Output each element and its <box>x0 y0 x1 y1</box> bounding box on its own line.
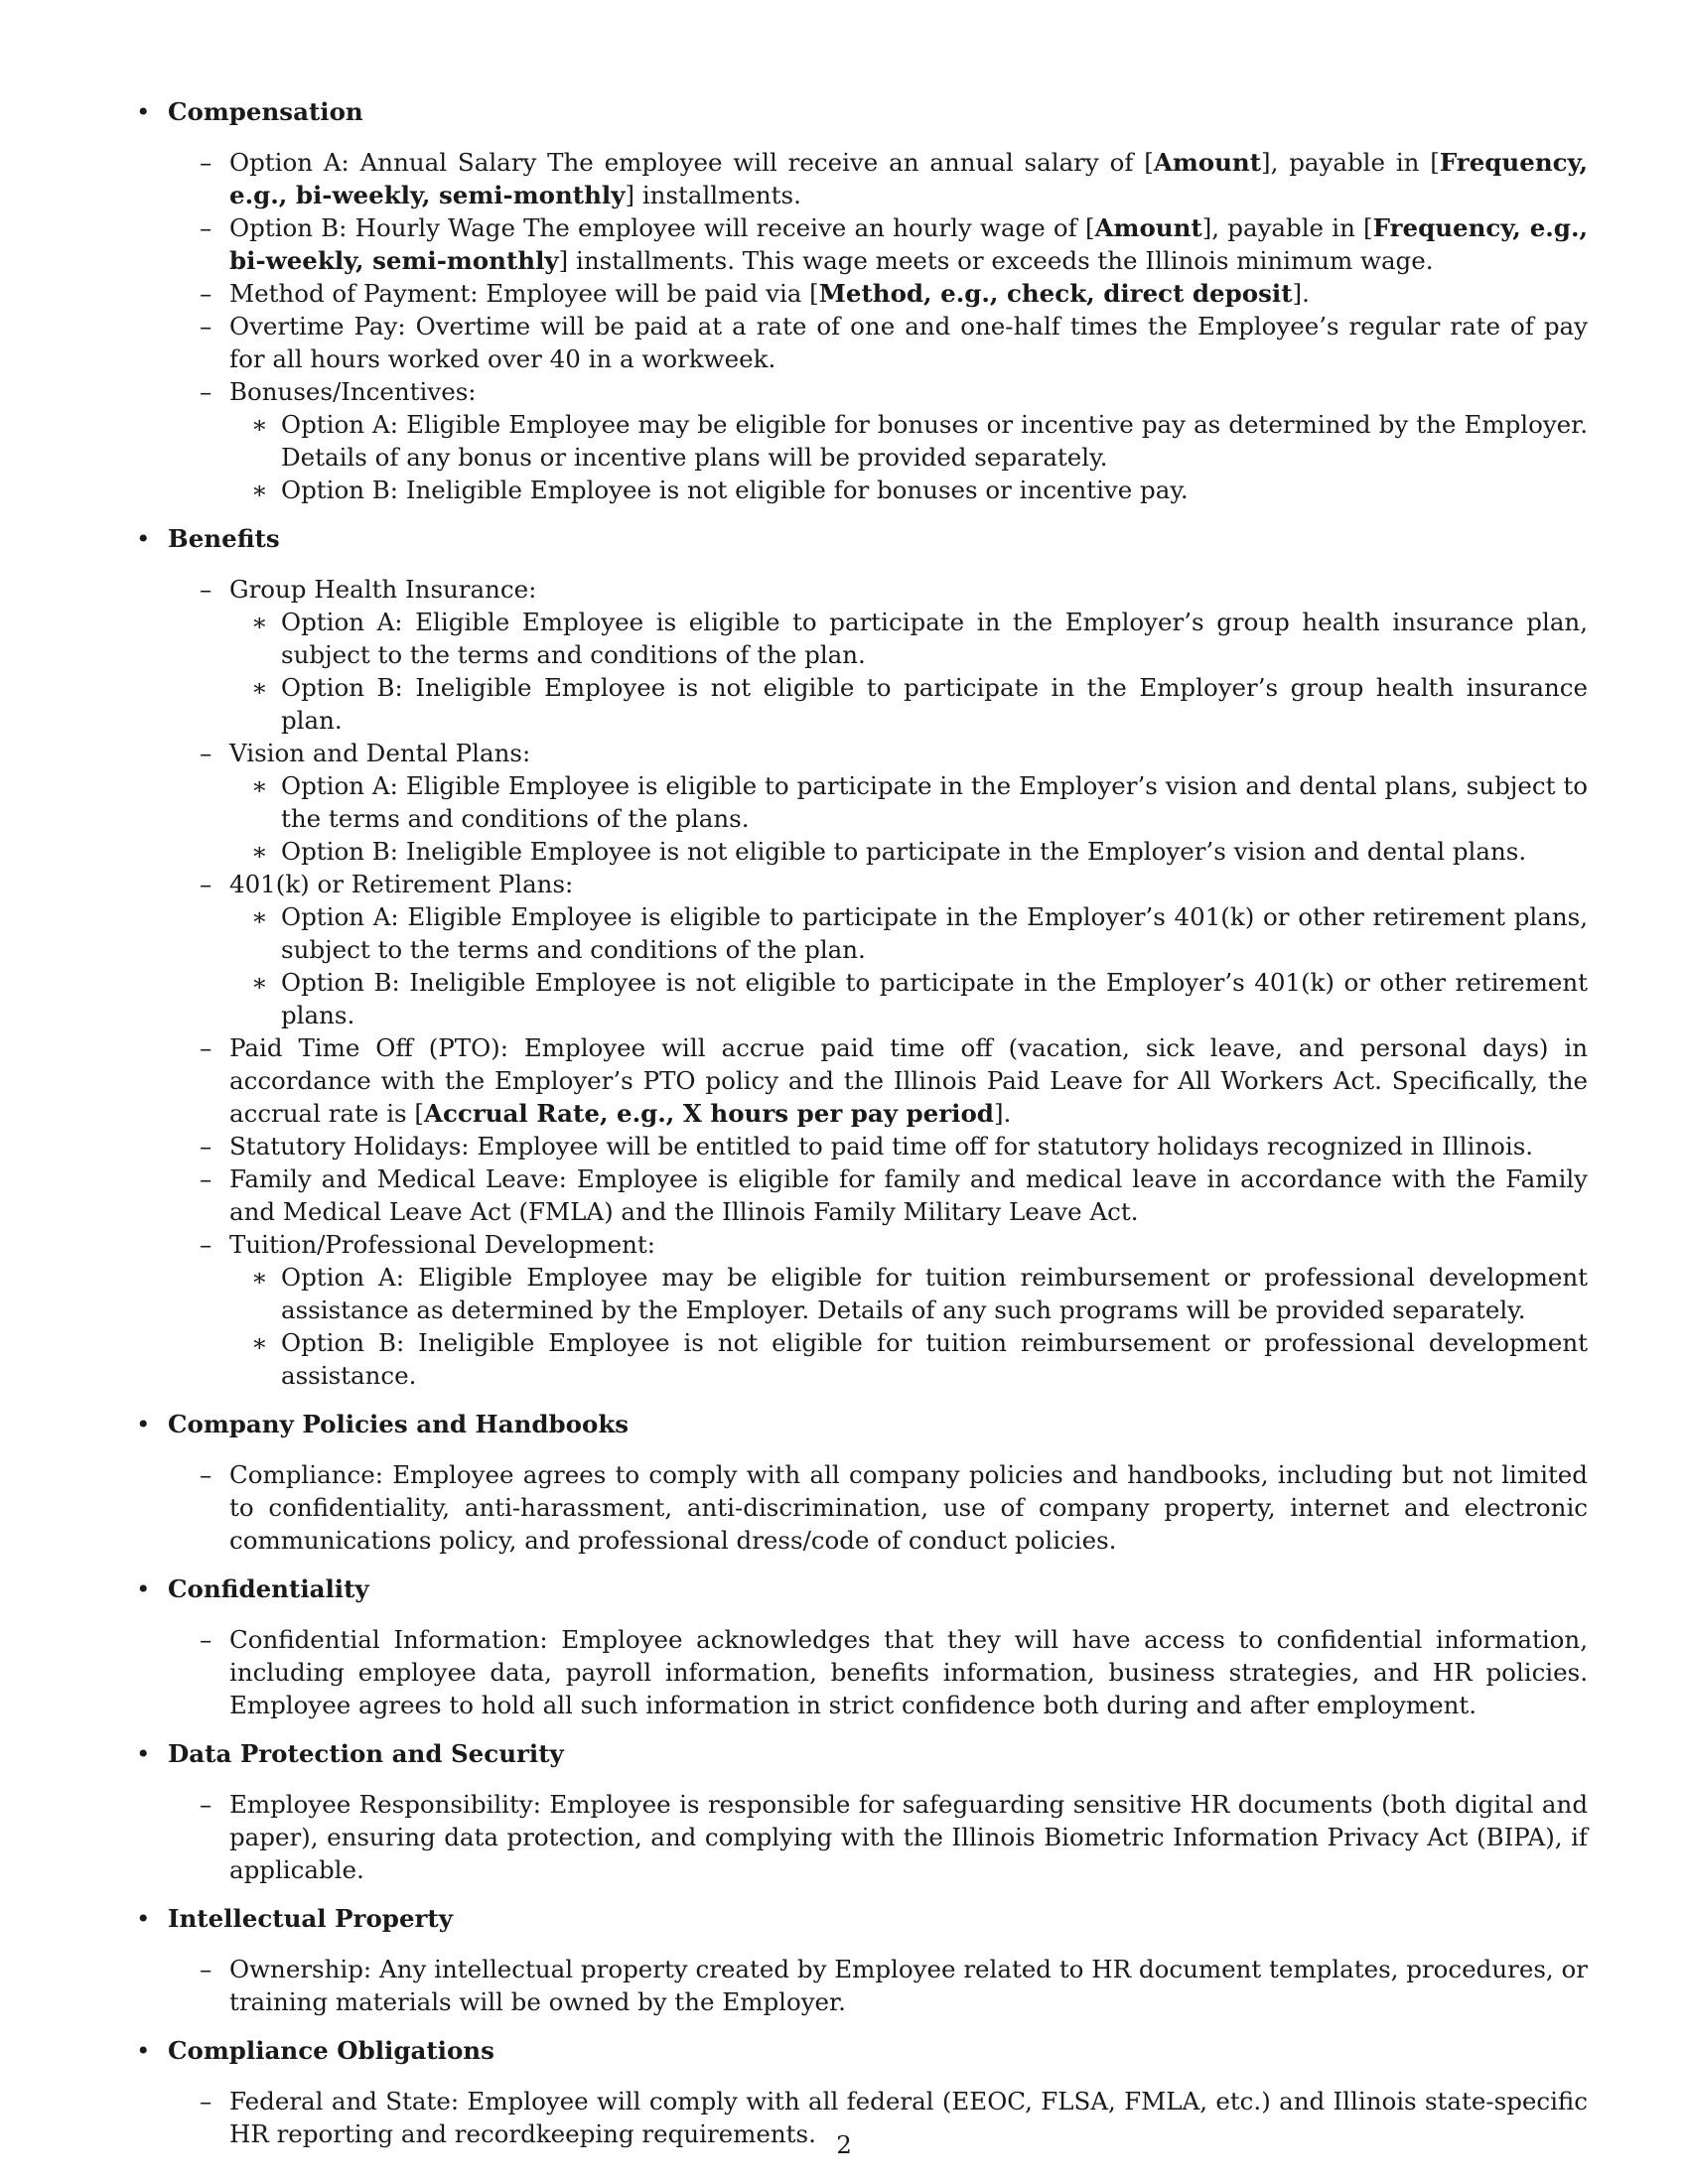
asterisk-marker: ∗ <box>251 902 268 931</box>
clause-text: Bonuses/Incentives: <box>229 377 477 406</box>
asterisk-marker: ∗ <box>251 968 268 997</box>
asterisk-marker: ∗ <box>251 1328 268 1357</box>
option-text: Option A: Eligible Employee is eligible to participate in the Employer’s vision and dental plans, subject to the terms and conditions of the plans. <box>281 771 1588 833</box>
asterisk-marker: ∗ <box>251 476 268 504</box>
option-list <box>229 1261 1588 1392</box>
clause-item <box>200 211 1588 277</box>
dash-marker: – <box>200 1625 212 1654</box>
clause-text: 401(k) or Retirement Plans: <box>229 870 574 898</box>
placeholder-field: Frequency, e.g., bi-weekly, semi-monthly <box>229 213 1588 275</box>
section-item <box>136 95 1588 506</box>
dash-marker: – <box>200 1164 212 1193</box>
asterisk-marker: ∗ <box>251 410 268 439</box>
bullet-marker: • <box>136 2036 151 2065</box>
clause-list <box>168 1788 1588 1886</box>
placeholder-field: Method, e.g., check, direct deposit <box>818 279 1293 308</box>
section-title: Intellectual Property <box>168 1904 453 1933</box>
option-item <box>251 1326 1588 1392</box>
clause-list <box>168 573 1588 1392</box>
section-item <box>136 1902 1588 2018</box>
clause-item <box>200 868 1588 1031</box>
clause-item <box>200 1031 1588 1130</box>
placeholder-field: Amount <box>1094 213 1202 242</box>
bullet-marker: • <box>136 1574 151 1603</box>
bullet-marker: • <box>136 1739 151 1768</box>
bullet-marker: • <box>136 1410 151 1438</box>
section-title: Company Policies and Handbooks <box>168 1410 630 1438</box>
option-item <box>251 474 1588 506</box>
section-title: Data Protection and Security <box>168 1739 564 1768</box>
section-title: Confidentiality <box>168 1574 369 1603</box>
option-item <box>251 966 1588 1031</box>
clause-text: Method of Payment: Employee will be paid via [Method, e.g., check, direct deposit]. <box>229 279 1310 308</box>
dash-marker: – <box>200 575 212 604</box>
clause-text: Compliance: Employee agrees to comply with all company policies and handbooks, including but not limited to confidentiality, anti-harassment, anti-discrimination, use of company property, internet and electronic communications policy, and professional dress/code of conduct policies. <box>229 1460 1588 1555</box>
clause-item <box>200 146 1588 211</box>
dash-marker: – <box>200 1230 212 1259</box>
dash-marker: – <box>200 1790 212 1819</box>
dash-marker: – <box>200 279 212 308</box>
option-list <box>229 900 1588 1031</box>
clause-item <box>200 1953 1588 2018</box>
clause-item <box>200 1162 1588 1228</box>
dash-marker: – <box>200 377 212 406</box>
placeholder-field: Frequency, e.g., bi-weekly, semi-monthly <box>229 148 1588 209</box>
dash-marker: – <box>200 870 212 898</box>
asterisk-marker: ∗ <box>251 771 268 800</box>
clause-list <box>168 1458 1588 1557</box>
dash-marker: – <box>200 1955 212 1983</box>
option-item <box>251 769 1588 835</box>
clause-item <box>200 310 1588 375</box>
clause-item <box>200 1228 1588 1392</box>
clause-text: Group Health Insurance: <box>229 575 537 604</box>
option-list <box>229 769 1588 868</box>
placeholder-field: Accrual Rate, e.g., X hours per pay period <box>423 1099 994 1128</box>
option-text: Option B: Ineligible Employee is not eligible for bonuses or incentive pay. <box>281 476 1189 504</box>
section-title: Compensation <box>168 97 363 126</box>
clause-item <box>200 375 1588 506</box>
clause-text: Ownership: Any intellectual property created by Employee related to HR document templates, procedures, or training materials will be owned by the Employer. <box>229 1955 1588 2016</box>
section-title: Compliance Obligations <box>168 2036 494 2065</box>
clause-text: Vision and Dental Plans: <box>229 739 531 767</box>
option-text: Option A: Eligible Employee is eligible to participate in the Employer’s group health insurance plan, subject to the terms and conditions of the plan. <box>281 608 1588 669</box>
clause-text: Overtime Pay: Overtime will be paid at a rate of one and one-half times the Employee’s regular rate of pay for all hours worked over 40 in a workweek. <box>229 312 1588 373</box>
page-content <box>136 95 1588 2166</box>
section-item <box>136 1408 1588 1557</box>
option-item <box>251 606 1588 671</box>
option-text: Option B: Ineligible Employee is not eligible to participate in the Employer’s group health insurance plan. <box>281 673 1588 735</box>
clause-item <box>200 573 1588 737</box>
section-list <box>136 95 1588 2150</box>
option-text: Option A: Eligible Employee may be eligible for tuition reimbursement or professional development assistance as determined by the Employer. Details of any such programs will be provided separately. <box>281 1263 1588 1324</box>
section-item <box>136 522 1588 1392</box>
clause-text: Paid Time Off (PTO): Employee will accrue paid time off (vacation, sick leave, and personal days) in accordance with the Employer’s PTO policy and the Illinois Paid Leave for All Workers Act. Specifically, the accrual rate is [Accrual Rate, e.g., X hours per pay period]. <box>229 1033 1588 1128</box>
clause-item <box>200 277 1588 310</box>
bullet-marker: • <box>136 1904 151 1933</box>
option-text: Option A: Eligible Employee may be eligible for bonuses or incentive pay as determined by the Employer. Details of any bonus or incentive plans will be provided separately. <box>281 410 1588 472</box>
dash-marker: – <box>200 2087 212 2116</box>
option-item <box>251 900 1588 966</box>
option-text: Option B: Ineligible Employee is not eligible for tuition reimbursement or professional development assistance. <box>281 1328 1588 1390</box>
clause-text: Tuition/Professional Development: <box>229 1230 656 1259</box>
dash-marker: – <box>200 148 212 177</box>
clause-item <box>200 1623 1588 1721</box>
option-item <box>251 835 1588 868</box>
section-item <box>136 1737 1588 1886</box>
section-title: Benefits <box>168 524 280 553</box>
asterisk-marker: ∗ <box>251 608 268 636</box>
option-text: Option A: Eligible Employee is eligible to participate in the Employer’s 401(k) or other retirement plans, subject to the terms and conditions of the plan. <box>281 902 1588 964</box>
dash-marker: – <box>200 312 212 341</box>
dash-marker: – <box>200 1033 212 1062</box>
asterisk-marker: ∗ <box>251 837 268 866</box>
dash-marker: – <box>200 1132 212 1160</box>
dash-marker: – <box>200 1460 212 1489</box>
clause-list <box>168 1953 1588 2018</box>
placeholder-field: Amount <box>1153 148 1262 177</box>
clause-text: Statutory Holidays: Employee will be entitled to paid time off for statutory holidays recognized in Illinois. <box>229 1132 1534 1160</box>
dash-marker: – <box>200 213 212 242</box>
section-item <box>136 1572 1588 1721</box>
bullet-marker: • <box>136 97 151 126</box>
clause-list <box>168 146 1588 506</box>
clause-text: Confidential Information: Employee acknowledges that they will have access to confidential information, including employee data, payroll information, benefits information, business strategies, and HR policies. Employee agrees to hold all such information in strict confidence both during and after employment. <box>229 1625 1588 1719</box>
clause-text: Option B: Hourly Wage The employee will receive an hourly wage of [Amount], payable in [Frequency, e.g., bi-weekly, semi-monthly] installments. This wage meets or exceeds the Illinois minimum wage. <box>229 213 1588 275</box>
clause-item <box>200 1788 1588 1886</box>
option-list <box>229 408 1588 506</box>
option-item <box>251 1261 1588 1326</box>
asterisk-marker: ∗ <box>251 1263 268 1292</box>
clause-item <box>200 1130 1588 1162</box>
dash-marker: – <box>200 739 212 767</box>
page-number: 2 <box>836 2130 852 2159</box>
clause-list <box>168 1623 1588 1721</box>
clause-text: Option A: Annual Salary The employee will receive an annual salary of [Amount], payable in [Frequency, e.g., bi-weekly, semi-monthly] installments. <box>229 148 1588 209</box>
clause-text: Family and Medical Leave: Employee is eligible for family and medical leave in accordance with the Family and Medical Leave Act (FMLA) and the Illinois Family Military Leave Act. <box>229 1164 1588 1226</box>
option-item <box>251 408 1588 474</box>
bullet-marker: • <box>136 524 151 553</box>
clause-text: Federal and State: Employee will comply with all federal (EEOC, FLSA, FMLA, etc.) and Illinois state-specific HR reporting and recordkeeping requirements. <box>229 2087 1588 2148</box>
option-item <box>251 671 1588 737</box>
option-text: Option B: Ineligible Employee is not eligible to participate in the Employer’s 401(k) or other retirement plans. <box>281 968 1588 1029</box>
clause-text: Employee Responsibility: Employee is responsible for safeguarding sensitive HR documents (both digital and paper), ensuring data protection, and complying with the Illinois Biometric Information Privacy Act (BIPA), if applicable. <box>229 1790 1588 1884</box>
option-text: Option B: Ineligible Employee is not eligible to participate in the Employer’s vision and dental plans. <box>281 837 1527 866</box>
option-list <box>229 606 1588 737</box>
asterisk-marker: ∗ <box>251 673 268 702</box>
clause-item <box>200 737 1588 868</box>
clause-item <box>200 1458 1588 1557</box>
